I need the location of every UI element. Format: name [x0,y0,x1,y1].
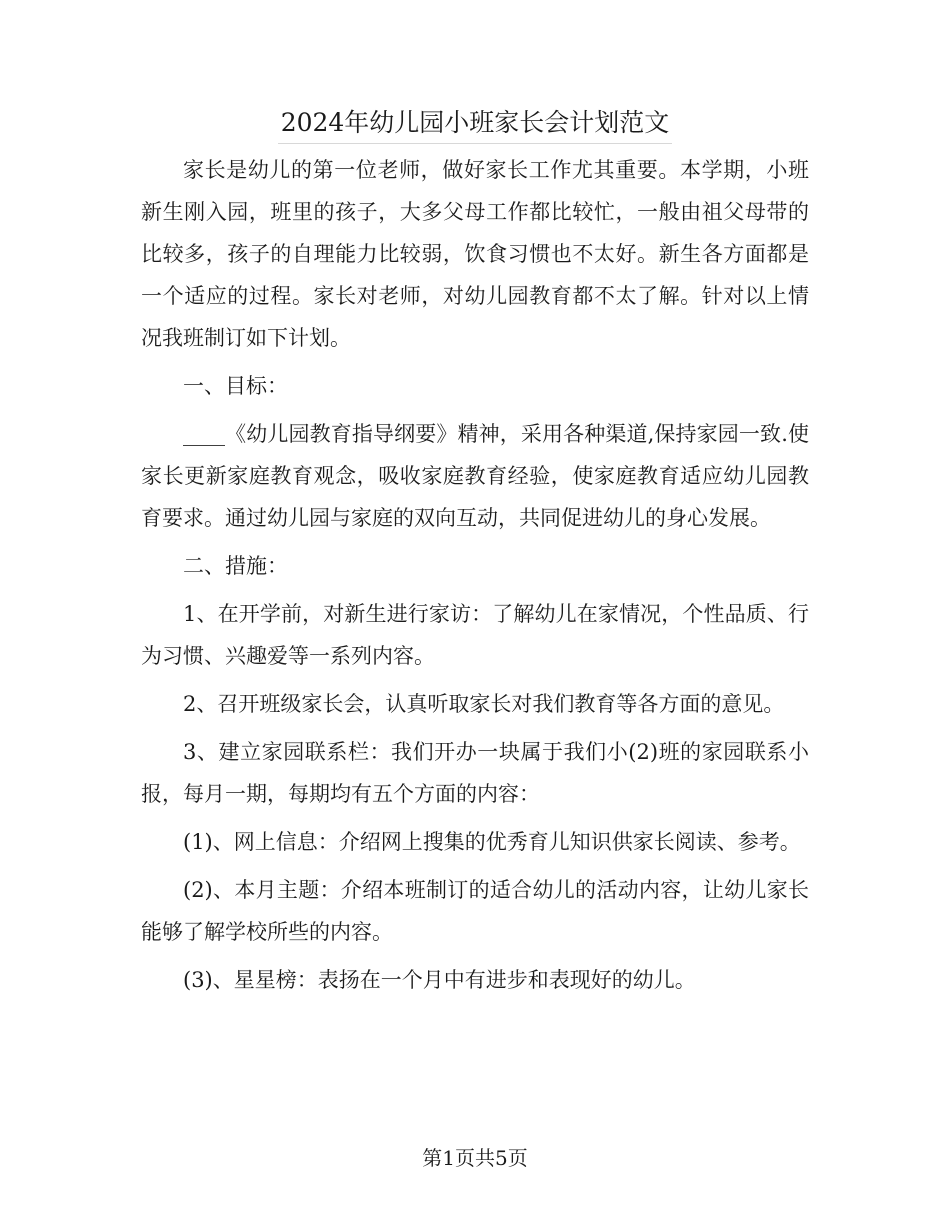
heading-measures: 二、措施： [183,554,288,578]
document-body [141,149,809,1007]
sub-item-1: (1)、网上信息：介绍网上搜集的优秀育儿知识供家长阅读、参考。 [183,830,801,854]
heading-goals: 一、目标： [183,374,288,398]
paragraph-goals: ____《幼儿园教育指导纲要》精神，采用各种渠道,保持家园一致.使家长更新家庭教育观念，吸收家庭教育经验，使家庭教育适应幼儿园教育要求。通过幼儿园与家庭的双向互动，共同促进幼儿的身心发展。 [141,422,809,530]
paragraph-intro: 家长是幼儿的第一位老师，做好家长工作尤其重要。本学期，小班新生刚入园，班里的孩子，大多父母工作都比较忙，一般由祖父母带的比较多，孩子的自理能力比较弱，饮食习惯也不太好。新生各方面都是一个适应的过程。家长对老师，对幼儿园教育都不太了解。针对以上情况我班制订如下计划。 [141,158,809,350]
measure-item-3: 3、建立家园联系栏：我们开办一块属于我们小(2)班的家园联系小报，每月一期，每期均有五个方面的内容： [141,740,809,806]
measure-item-2: 2、召开班级家长会，认真听取家长对我们教育等各方面的意见。 [183,692,785,716]
page-number: 第1页共5页 [422,1146,528,1170]
document-title: 2024年幼儿园小班家长会计划范文 [278,103,673,144]
document-title-row [0,103,950,144]
sub-item-2: (2)、本月主题：介绍本班制订的适合幼儿的活动内容，让幼儿家长能够了解学校所些的内容。 [141,878,809,944]
sub-item-3: (3)、星星榜：表扬在一个月中有进步和表现好的幼儿。 [183,968,696,992]
measure-item-1: 1、在开学前，对新生进行家访：了解幼儿在家情况，个性品质、行为习惯、兴趣爱等一系列内容。 [141,602,809,668]
